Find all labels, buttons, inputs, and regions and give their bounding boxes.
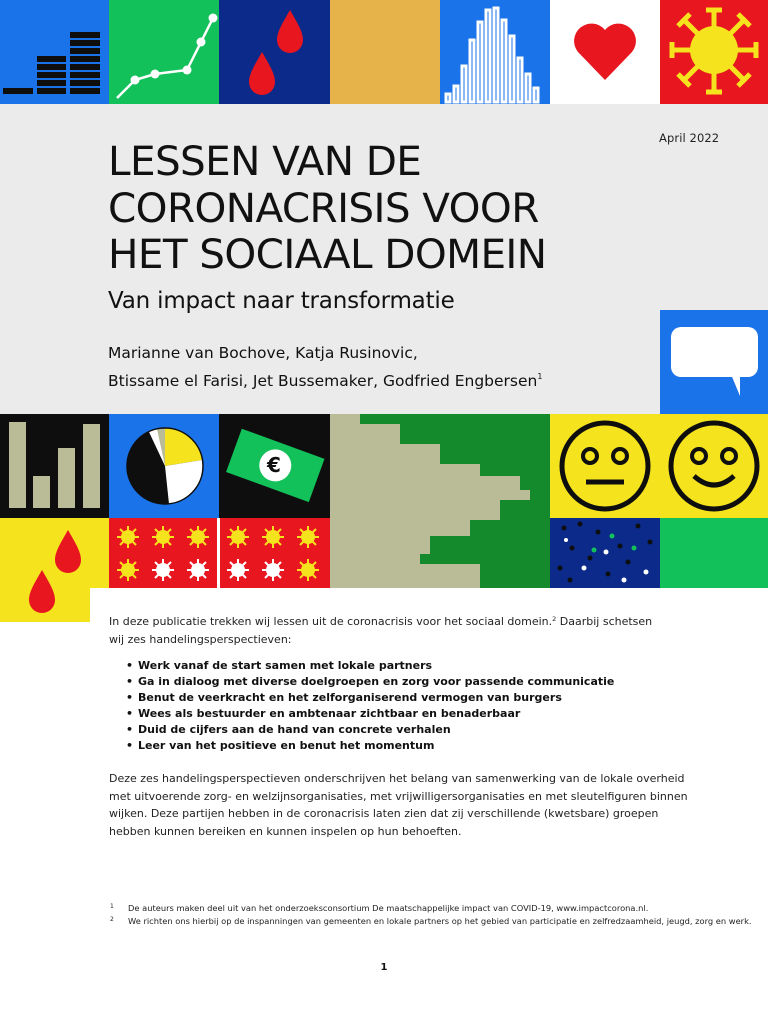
closing-paragraph: Deze zes handelingsperspectieven onderschrijven het belang van samenwerking van de lokale overheid met uitvoerende zorg- en welzijnsorganisaties, met vrijwilligersorganisaties en met sleutelfiguren binnen wijken. Deze partijen hebben in de coronacrisis laten zien dat zij verschillende (kwetsbare) groepen hebben kunnen bereiken en kunnen inspelen op hun behoeften. xyxy=(109,772,688,838)
authors-text: Btissame el Farisi, Jet Bussemaker, Godfried Engbersen xyxy=(108,372,538,390)
pie-chart-icon xyxy=(109,414,219,518)
footnote xyxy=(110,902,730,915)
list-item xyxy=(122,706,614,722)
blood-drops-icon xyxy=(219,0,330,104)
line-chart-icon xyxy=(109,0,219,104)
list-item-text: Ga in dialoog met diverse doelgroepen en zorg voor passende communicatie xyxy=(138,675,615,688)
list-item xyxy=(122,674,614,690)
authors xyxy=(108,342,542,393)
list-item xyxy=(122,690,614,706)
title-line: CORONACRISIS VOOR xyxy=(108,183,539,232)
page-subtitle: Van impact naar transformatie xyxy=(108,288,455,314)
authors-line: Marianne van Bochove, Katja Rusinovic, xyxy=(108,344,418,362)
bullet-marker: • xyxy=(126,691,134,704)
smiley-icon xyxy=(550,414,660,518)
smiley-icon xyxy=(660,414,768,518)
page-number: 1 xyxy=(380,962,388,973)
footnote xyxy=(110,915,752,928)
list-item-text: Werk vanaf de start samen met lokale partners xyxy=(138,659,433,672)
bullet-marker: • xyxy=(126,723,134,736)
title-line: HET SOCIAAL DOMEIN xyxy=(108,230,547,278)
bar-chart-icon xyxy=(0,0,109,104)
footnote-text: De auteurs maken deel uit van het onderzoeksconsortium De maatschappelijke impact van COVID-19, www.impactcorona.nl. xyxy=(128,903,649,913)
authors-line xyxy=(108,365,542,393)
heart-icon xyxy=(550,0,660,104)
bar-chart-icon xyxy=(0,414,109,518)
particles-icon xyxy=(550,518,660,588)
list-item xyxy=(122,738,614,754)
intro-text: Daarbij schetsen wij zes handelingsperspectieven: xyxy=(109,615,653,646)
speech-bubble-icon xyxy=(660,310,768,414)
page-title xyxy=(108,138,648,278)
histogram-icon xyxy=(440,0,550,104)
footnote-number: 2 xyxy=(110,916,114,923)
green-tile xyxy=(660,518,768,588)
list-item-text: Benut de veerkracht en het zelforganiserend vermogen van burgers xyxy=(138,691,562,704)
action-perspectives-list xyxy=(122,658,614,754)
mustard-tile xyxy=(330,0,440,104)
bullet-marker: • xyxy=(126,675,134,688)
footnote-ref: 2 xyxy=(552,615,557,623)
bullet-marker: • xyxy=(126,707,134,720)
intro-text: In deze publicatie trekken wij lessen uit de coronacrisis voor het sociaal domein. xyxy=(109,615,553,628)
euro-banknote-icon xyxy=(219,414,330,518)
list-item-text: Wees als bestuurder en ambtenaar zichtbaar en benaderbaar xyxy=(138,707,521,720)
list-item-text: Duid de cijfers aan de hand van concrete verhalen xyxy=(138,723,451,736)
footnotes xyxy=(110,902,752,928)
list-item-text: Leer van het positieve en benut het momentum xyxy=(138,739,435,752)
bullet-marker: • xyxy=(126,739,134,752)
intro-paragraph xyxy=(109,611,669,648)
stepped-area-tile xyxy=(330,414,550,588)
publication-date: April 2022 xyxy=(659,131,720,145)
virus-pattern-icon xyxy=(109,518,330,588)
bullet-marker: • xyxy=(126,659,134,672)
footnote-number: 1 xyxy=(110,903,114,910)
title-line: LESSEN VAN DE xyxy=(108,137,422,185)
virus-icon xyxy=(660,0,768,104)
euro-symbol: € xyxy=(267,453,281,477)
footnote-ref: 1 xyxy=(537,372,543,381)
list-item xyxy=(122,658,614,674)
list-item xyxy=(122,722,614,738)
footnote-text: We richten ons hierbij op de inspanningen van gemeenten en lokale partners op het gebied van participatie en zelfredzaamheid, jeugd, zorg en werk. xyxy=(128,916,752,926)
